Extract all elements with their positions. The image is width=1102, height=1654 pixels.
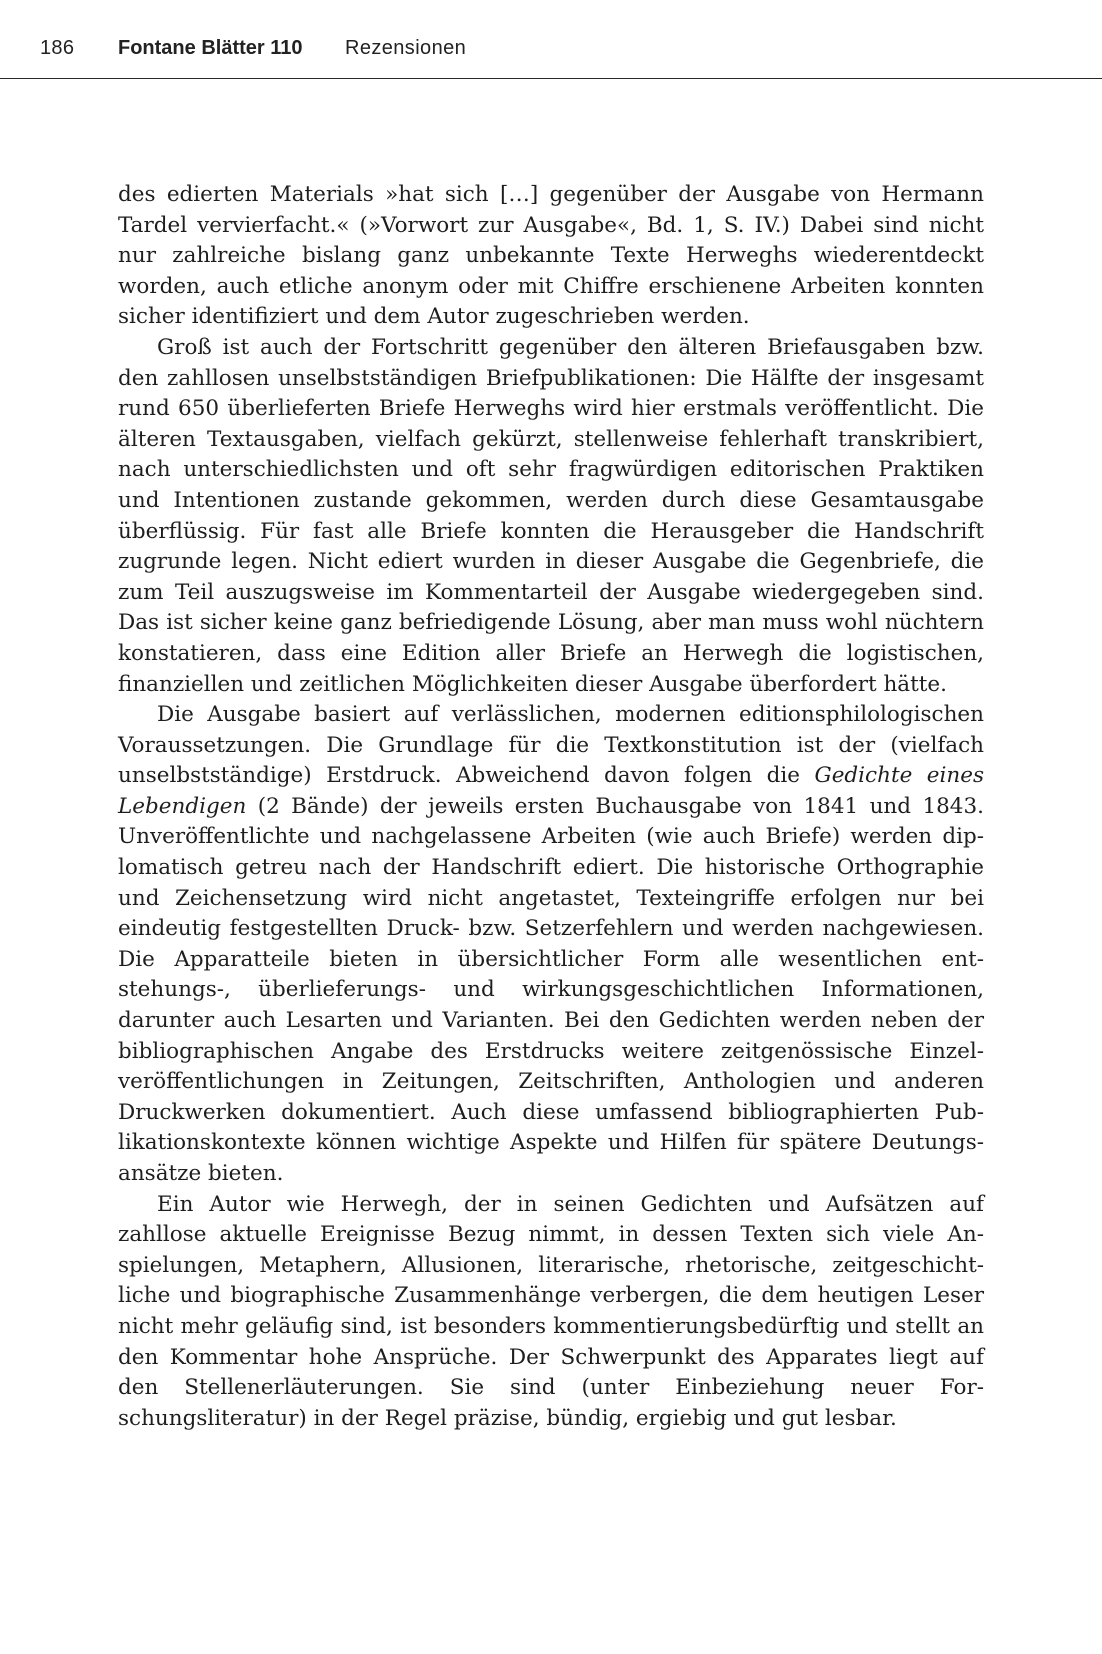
review-body — [118, 180, 984, 1434]
paragraph-4: Ein Autor wie Herwegh, der in seinen Gedichten und Aufsätzen auf zahllose aktuelle Ereignisse Bezug nimmt, in dessen Texten sich viele Anspielungen, Metaphern, Allusionen, literarische, rhetorische, zeitgeschichtliche und biographische Zusammenhänge verbergen, die dem heutigen Leser nicht mehr geläufig sind, ist besonders kommentierungsbedürftig und stellt an den Kommentar hohe Ansprüche. Der Schwerpunkt des Apparates liegt auf den Stellenerläuterungen. Sie sind (unter Einbeziehung neuer Forschungsliteratur) in der Regel präzise, bündig, ergiebig und gut lesbar. — [118, 1191, 984, 1431]
page-number: 186 — [40, 37, 75, 59]
book-title-italic: Gedichte eines Lebendigen — [118, 763, 984, 819]
paragraph-3 — [118, 700, 984, 1190]
running-header — [0, 0, 1102, 79]
paragraph-3-text-end: (2 Bände) der jeweils ersten Buchausgabe von 1841 und 1843. Unveröffentlichte und nachgelassene Arbeiten (wie auch Briefe) werden diplomatisch getreu nach der Handschrift ediert. Die historische Orthographie und Zeichensetzung wird nicht angetastet, Texteingriffe erfolgen nur bei eindeutig festgestellten Druck- bzw. Setzerfehlern und werden nachgewiesen. Die Apparatteile bieten in übersichtlicher Form alle wesentlichen entstehungs-, überlieferungs- und wirkungsgeschichtlichen Informationen, darunter auch Lesarten und Varianten. Bei den Gedichten werden neben der bibliographischen Angabe des Erstdrucks weitere zeitgenössische Einzelveröffentlichungen in Zeitungen, Zeitschriften, Anthologien und anderen Druckwerken dokumentiert. Auch diese umfassend bibliographierten Publikationskontexte können wichtige Aspekte und Hilfen für spätere Deutungsansätze bieten. — [118, 793, 984, 1186]
journal-title: Fontane Blätter 110 — [118, 37, 303, 59]
paragraph-2: Groß ist auch der Fortschritt gegenüber den älteren Briefausgaben bzw. den zahllosen unselbstständigen Briefpublikationen: Die Hälfte der insgesamt rund 650 überlieferten Briefe Herweghs wird hier erstmals veröffentlicht. Die älteren Textausgaben, vielfach gekürzt, stellenweise fehlerhaft transkribiert, nach unterschiedlichsten und oft sehr fragwürdigen editorischen Praktiken und Intentionen zustande gekommen, werden durch diese Gesamtausgabe überflüssig. Für fast alle Briefe konnten die Herausgeber die Handschrift zugrunde legen. Nicht ediert wurden in dieser Ausgabe die Gegenbriefe, die zum Teil auszugsweise im Kommentarteil der Ausgabe wiedergegeben sind. Das ist sicher keine ganz befriedigende Lösung, aber man muss wohl nüchtern konstatieren, dass eine Edition aller Briefe an Herwegh die logistischen, finanziellen und zeitlichen Möglichkeiten dieser Ausgabe überfordert hätte. — [118, 334, 984, 697]
paragraph-1: des edierten Materials »hat sich […] gegenüber der Ausgabe von Hermann Tardel vervierfacht.« (»Vorwort zur Ausgabe«, Bd. 1, S. IV.) Dabei sind nicht nur zahlreiche bislang ganz unbekannte Texte Herweghs wiederentdeckt worden, auch etliche anonym oder mit Chiffre erschienene Arbeiten konnten sicher identifiziert und dem Autor zugeschrieben werden. — [118, 182, 984, 330]
paragraph-3-text-start: Die Ausgabe basiert auf verlässlichen, modernen editionsphilologischen Voraussetzungen. Die Grundlage für die Textkonstitution ist der (vielfach unselbstständige) Erstdruck. Abweichend davon folgen die — [118, 702, 984, 789]
section-label: Rezensionen — [345, 37, 467, 59]
